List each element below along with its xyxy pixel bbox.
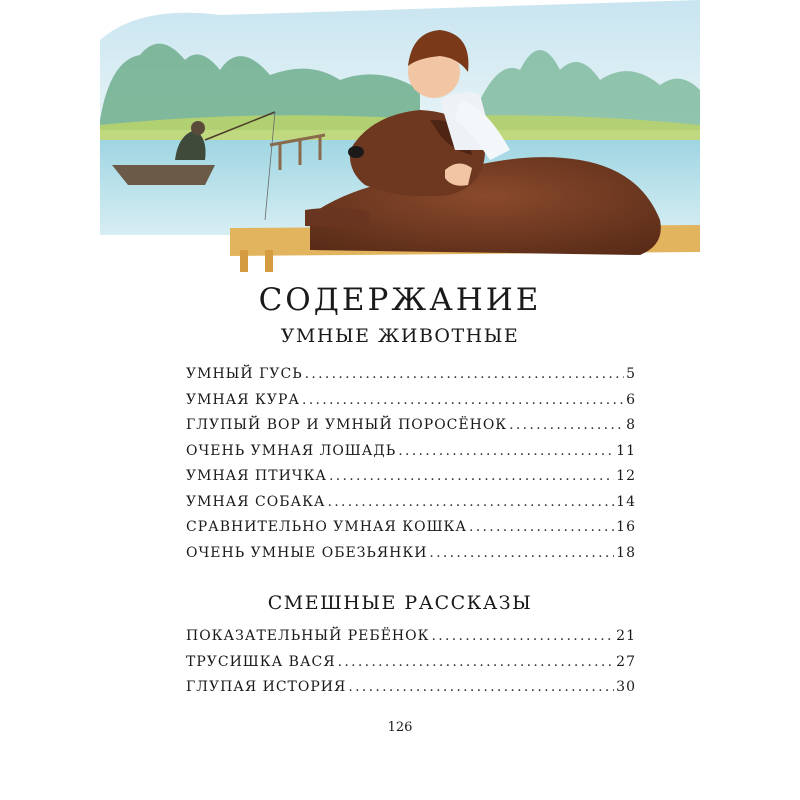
toc-item-page: 8 xyxy=(626,417,636,433)
toc-item[interactable] xyxy=(186,519,636,545)
toc-item-page: 27 xyxy=(616,653,636,670)
toc-leader-dots xyxy=(328,494,615,510)
toc-item[interactable] xyxy=(186,417,636,443)
toc-leader-dots xyxy=(469,519,614,535)
toc-item-title: УМНЫЙ ГУСЬ xyxy=(186,366,303,382)
toc-item-title: УМНАЯ КУРА xyxy=(186,391,300,408)
page-title: СОДЕРЖАНИЕ xyxy=(258,282,542,318)
toc-list-smart-animals xyxy=(186,366,636,570)
toc-leader-dots xyxy=(509,417,624,433)
toc-leader-dots xyxy=(305,366,624,382)
toc-item-title: ГЛУПАЯ ИСТОРИЯ xyxy=(186,679,347,695)
toc-item[interactable] xyxy=(186,545,636,571)
toc-item-title: УМНАЯ ПТИЧКА xyxy=(186,468,328,484)
toc-leader-dots xyxy=(348,679,614,695)
toc-item-title: ПОКАЗАТЕЛЬНЫЙ РЕБЁНОК xyxy=(186,628,430,644)
toc-item-page: 14 xyxy=(616,493,636,510)
toc-item-title: СРАВНИТЕЛЬНО УМНАЯ КОШКА xyxy=(186,519,467,535)
toc-item-page: 6 xyxy=(626,391,636,408)
toc-item-page: 30 xyxy=(616,679,636,695)
toc-leader-dots xyxy=(429,545,614,561)
toc-item[interactable] xyxy=(186,494,636,520)
toc-item[interactable] xyxy=(186,443,636,469)
toc-leader-dots xyxy=(398,443,614,459)
toc-item-page: 5 xyxy=(626,366,636,382)
toc-item[interactable] xyxy=(186,366,636,392)
toc-item-title: ГЛУПЫЙ ВОР И УМНЫЙ ПОРОСЁНОК xyxy=(186,417,508,433)
toc-leader-dots xyxy=(338,654,615,670)
toc-item[interactable] xyxy=(186,654,636,680)
toc-item-title: ТРУСИШКА ВАСЯ xyxy=(186,653,336,670)
toc-item-page: 16 xyxy=(616,519,636,535)
toc-item-title: ОЧЕНЬ УМНАЯ ЛОШАДЬ xyxy=(186,442,397,459)
toc-item[interactable] xyxy=(186,392,636,418)
toc-item[interactable] xyxy=(186,679,636,705)
page-number: 126 xyxy=(387,720,413,735)
toc-item-page: 18 xyxy=(616,544,636,561)
section-title-smart-animals: УМНЫЕ ЖИВОТНЫЕ xyxy=(280,325,520,347)
toc-leader-dots xyxy=(431,628,614,644)
section-title-funny-stories: СМЕШНЫЕ РАССКАЗЫ xyxy=(267,592,533,614)
toc-item-page: 12 xyxy=(616,468,636,484)
toc-item-page: 21 xyxy=(616,628,636,644)
toc-item[interactable] xyxy=(186,628,636,654)
toc-leader-dots xyxy=(329,468,614,484)
illustration-boy-with-dog xyxy=(100,0,700,275)
toc-item-page: 11 xyxy=(616,442,636,459)
toc-item-title: УМНАЯ СОБАКА xyxy=(186,493,326,510)
toc-item[interactable] xyxy=(186,468,636,494)
toc-item-title: ОЧЕНЬ УМНЫЕ ОБЕЗЬЯНКИ xyxy=(186,544,428,561)
toc-leader-dots xyxy=(302,392,624,408)
toc-list-funny-stories xyxy=(186,628,636,705)
